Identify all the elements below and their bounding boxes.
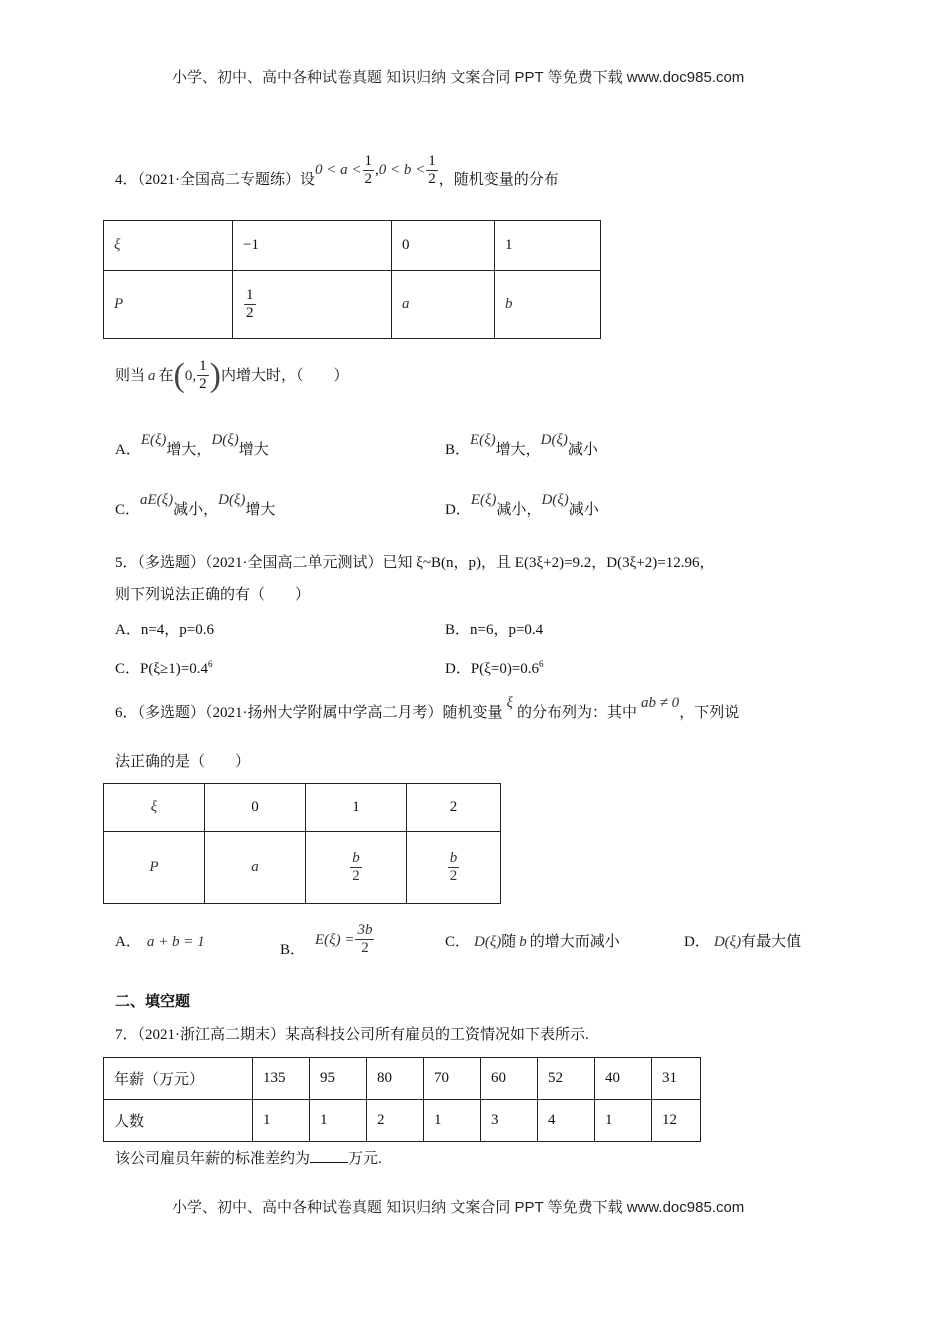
table-cell: b <box>495 271 601 339</box>
footer-banner: 小学、初中、高中各种试卷真题 知识归纳 文案合同 PPT 等免费下载 www.doc985.com <box>172 1199 745 1216</box>
table-cell: P <box>104 271 233 339</box>
q5-option-a[interactable]: A．n=4，p=0.6 <box>115 622 215 638</box>
table-row <box>104 784 501 832</box>
q5-stem-line2: 则下列说法正确的有（ ） <box>115 587 311 603</box>
table-cell: 80 <box>367 1058 424 1100</box>
table-row <box>104 271 601 339</box>
q6-option-b[interactable]: B． E(ξ) = $\frac{3b}{2}$ <box>280 922 373 958</box>
q4-option-d[interactable]: D．E(ξ)减小，D(ξ)减小 <box>445 492 599 518</box>
q4-stem-line1 <box>115 153 559 198</box>
q7-stem: 7．（2021·浙江高二期末）某高科技公司所有雇员的工资情况如下表所示. <box>115 1027 589 1043</box>
table-header-cell: 年薪（万元） <box>104 1058 253 1100</box>
table-cell: 0 <box>205 784 306 832</box>
q7-answer-line: 该公司雇员年薪的标准差约为 万元. <box>115 1148 382 1169</box>
table-cell: 2 <box>367 1100 424 1142</box>
table-cell-fraction: $\frac{1}{2}$ <box>233 271 392 339</box>
table-cell: 52 <box>538 1058 595 1100</box>
section-title-fill-in: 二、填空题 <box>115 993 191 1010</box>
q5-option-c[interactable]: C．$P(\xi\ge 1)=0.4^6$ <box>115 659 213 677</box>
q4-condition: 0 < a < $\frac{1}{2}$ ,0 < b < $\frac{1}{2}$ <box>315 153 436 187</box>
table-row <box>104 1100 701 1142</box>
table-cell: −1 <box>233 221 392 271</box>
q4-source: （2021·全国高二专题练）设 <box>137 171 316 188</box>
q6-stem-line2: 法正确的是（ ） <box>115 754 251 770</box>
table-cell: 95 <box>310 1058 367 1100</box>
table-cell: 1 <box>595 1100 652 1142</box>
q5-option-d[interactable]: D．$P(\xi=0)=0.6^6$ <box>445 659 544 677</box>
table-cell: ξ <box>104 784 205 832</box>
table-row <box>104 1058 701 1100</box>
table-row <box>104 221 601 271</box>
table-cell: 3 <box>481 1100 538 1142</box>
q5-option-b[interactable]: B．n=6，p=0.4 <box>445 622 544 638</box>
table-cell: a <box>392 271 495 339</box>
table-cell: 31 <box>652 1058 701 1100</box>
table-cell: 4 <box>538 1100 595 1142</box>
table-cell: 70 <box>424 1058 481 1100</box>
table-cell: 1 <box>424 1100 481 1142</box>
table-cell: 135 <box>253 1058 310 1100</box>
q4-number: 4． <box>115 171 138 188</box>
q4-tail: ，随机变量的分布 <box>438 171 559 188</box>
table-cell: P <box>104 832 205 904</box>
table-cell: 1 <box>310 1100 367 1142</box>
table-cell: a <box>205 832 306 904</box>
q4-option-c[interactable]: C．aE(ξ)减小，D(ξ)增大 <box>115 492 276 518</box>
q4-option-b[interactable]: B．E(ξ)增大，D(ξ)减小 <box>445 432 598 458</box>
table-cell-fraction: $\frac{b}{2}$ <box>407 832 501 904</box>
table-cell-fraction: $\frac{b}{2}$ <box>306 832 407 904</box>
q6-option-d[interactable]: D． D(ξ)有最大值 <box>684 934 802 950</box>
answer-blank[interactable] <box>310 1148 348 1163</box>
q4-distribution-table <box>103 220 601 339</box>
table-cell: 40 <box>595 1058 652 1100</box>
q4-option-a[interactable]: A．E(ξ)增大，D(ξ)增大 <box>115 432 269 458</box>
q5-stem-line1: 5．（多选题）（2021·全国高二单元测试）已知 ξ~B(n，p)，且 E(3ξ+2)=9.2，D(3ξ+2)=12.96， <box>115 555 715 571</box>
table-cell: ξ <box>104 221 233 271</box>
table-cell: 0 <box>392 221 495 271</box>
q6-option-a[interactable]: A． a + b = 1 <box>115 934 205 950</box>
table-header-cell: 人数 <box>104 1100 253 1142</box>
q6-stem-line1: 6．（多选题）（2021·扬州大学附属中学高二月考）随机变量ξ的分布列为：其中ab ≠ 0，下列说 <box>115 695 740 721</box>
table-cell: 1 <box>306 784 407 832</box>
table-row <box>104 832 501 904</box>
header-banner: 小学、初中、高中各种试卷真题 知识归纳 文案合同 PPT 等免费下载 www.doc985.com <box>172 69 745 86</box>
q6-distribution-table <box>103 783 501 904</box>
table-cell: 2 <box>407 784 501 832</box>
q7-salary-table <box>103 1057 701 1142</box>
q4-stem-line2: 则当 a 在 ( 0, $\frac{1}{2}$ ) 内增大时，（ ） <box>115 356 349 394</box>
table-cell: 12 <box>652 1100 701 1142</box>
table-cell: 1 <box>253 1100 310 1142</box>
q6-option-c[interactable]: C． D(ξ)随 b 的增大而减小 <box>445 934 620 950</box>
table-cell: 60 <box>481 1058 538 1100</box>
table-cell: 1 <box>495 221 601 271</box>
